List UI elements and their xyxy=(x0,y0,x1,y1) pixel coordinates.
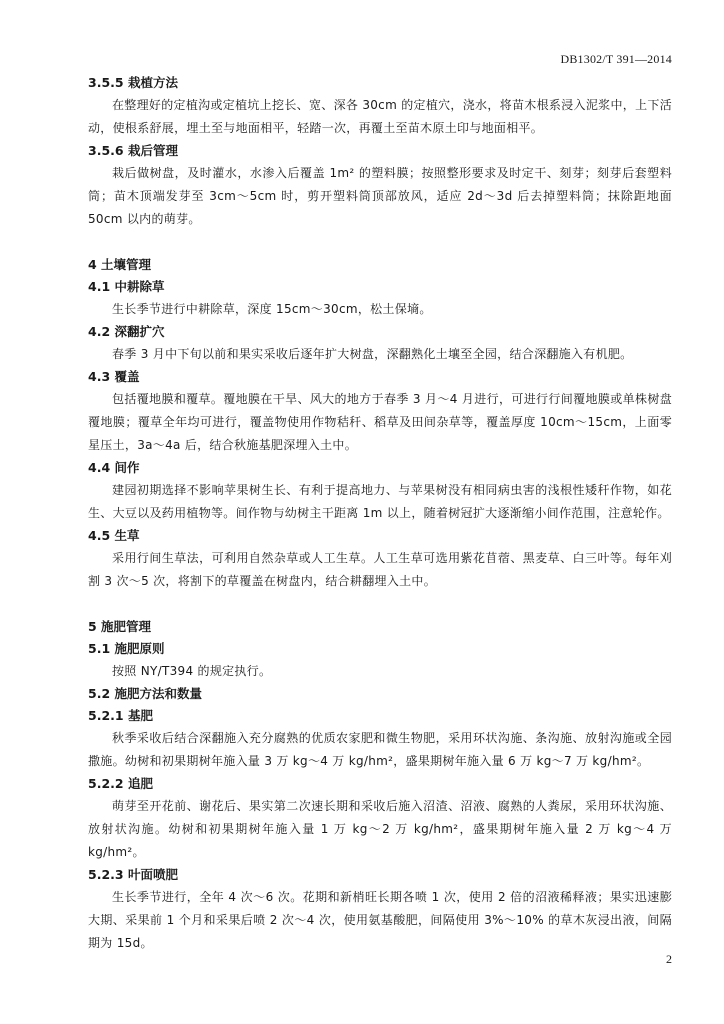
page-number: 2 xyxy=(666,952,672,966)
section-heading-5-2-1: 5.2.1 基肥 xyxy=(88,708,153,723)
paragraph-4-4: 建园初期选择不影响苹果树生长、有利于提高地力、与苹果树没有相同病虫害的浅根性矮秆作物，如花生、大豆以及药用植物等。间作物与幼树主干距离 1m 以上，随着树冠扩大逐渐缩小间作范围，注意轮作。 xyxy=(88,483,672,520)
section-heading-5-2: 5.2 施肥方法和数量 xyxy=(88,686,202,701)
section-heading-4-2: 4.2 深翻扩穴 xyxy=(88,324,165,339)
section-heading-5-2-2: 5.2.2 追肥 xyxy=(88,776,153,791)
paragraph-5-2-2: 萌芽至开花前、谢花后、果实第二次速长期和采收后施入沼渣、沼液、腐熟的人粪尿，采用环状沟施、放射状沟施。幼树和初果期树年施入量 1 万 kg～2 万 kg/hm²，盛果期树年施入量 2 万 kg～4 万 kg/hm²。 xyxy=(88,799,672,859)
section-heading-4-5: 4.5 生草 xyxy=(88,528,140,543)
section-heading-5-2-3: 5.2.3 叶面喷肥 xyxy=(88,867,178,882)
section-heading-5: 5 施肥管理 xyxy=(88,619,152,634)
section-heading-3-5-5: 3.5.5 栽植方法 xyxy=(88,75,178,90)
paragraph-5-2-3: 生长季节进行，全年 4 次～6 次。花期和新梢旺长期各喷 1 次，使用 2 倍的沼液稀释液；果实迅速膨大期、采果前 1 个月和采果后喷 2 次～4 次，使用氨基酸肥，间隔使用 3%～10% 的草木灰浸出液，间隔期为 15d。 xyxy=(88,890,672,950)
document-code: DB1302/T 391—2014 xyxy=(560,52,672,66)
paragraph-3-5-5: 在整理好的定植沟或定植坑上挖长、宽、深各 30cm 的定植穴，浇水，将苗木根系浸入泥浆中，上下活动，使根系舒展，埋土至与地面相平，轻踏一次，再覆土至苗木原土印与地面相平。 xyxy=(88,98,672,135)
section-heading-5-1: 5.1 施肥原则 xyxy=(88,641,165,656)
paragraph-4-3: 包括覆地膜和覆草。覆地膜在干旱、风大的地方于春季 3 月～4 月进行，可进行行间覆地膜或单株树盘覆地膜；覆草全年均可进行，覆盖物使用作物秸秆、稻草及田间杂草等，覆盖厚度 10cm～15cm，上面零星压土，3a～4a 后，结合秋施基肥深埋入土中。 xyxy=(88,392,672,452)
section-heading-3-5-6: 3.5.6 栽后管理 xyxy=(88,143,178,158)
section-gap xyxy=(88,593,672,616)
section-heading-4: 4 土壤管理 xyxy=(88,257,152,272)
section-heading-4-1: 4.1 中耕除草 xyxy=(88,279,165,294)
section-heading-4-4: 4.4 间作 xyxy=(88,460,140,475)
document-body xyxy=(88,72,672,955)
paragraph-4-2: 春季 3 月中下旬以前和果实采收后逐年扩大树盘，深翻熟化土壤至全园，结合深翻施入有机肥。 xyxy=(112,347,633,361)
section-gap xyxy=(88,231,672,254)
paragraph-3-5-6: 栽后做树盘，及时灌水，水渗入后覆盖 1m² 的塑料膜；按照整形要求及时定干、刻芽；刻芽后套塑料筒；苗木顶端发芽至 3cm～5cm 时，剪开塑料筒顶部放风，适应 2d～3d 后去掉塑料筒；抹除距地面 50cm 以内的萌芽。 xyxy=(88,166,672,226)
paragraph-4-1: 生长季节进行中耕除草，深度 15cm～30cm，松土保墒。 xyxy=(112,302,432,316)
paragraph-4-5: 采用行间生草法，可利用自然杂草或人工生草。人工生草可选用紫花苜蓿、黑麦草、白三叶等。每年刈割 3 次～5 次，将割下的草覆盖在树盘内，结合耕翻埋入土中。 xyxy=(88,551,672,588)
paragraph-5-1: 按照 NY/T394 的规定执行。 xyxy=(112,664,272,678)
paragraph-5-2-1: 秋季采收后结合深翻施入充分腐熟的优质农家肥和微生物肥，采用环状沟施、条沟施、放射沟施或全园撒施。幼树和初果期树年施入量 3 万 kg～4 万 kg/hm²，盛果期树年施入量 6 万 kg～7 万 kg/hm²。 xyxy=(88,731,672,768)
section-heading-4-3: 4.3 覆盖 xyxy=(88,369,140,384)
